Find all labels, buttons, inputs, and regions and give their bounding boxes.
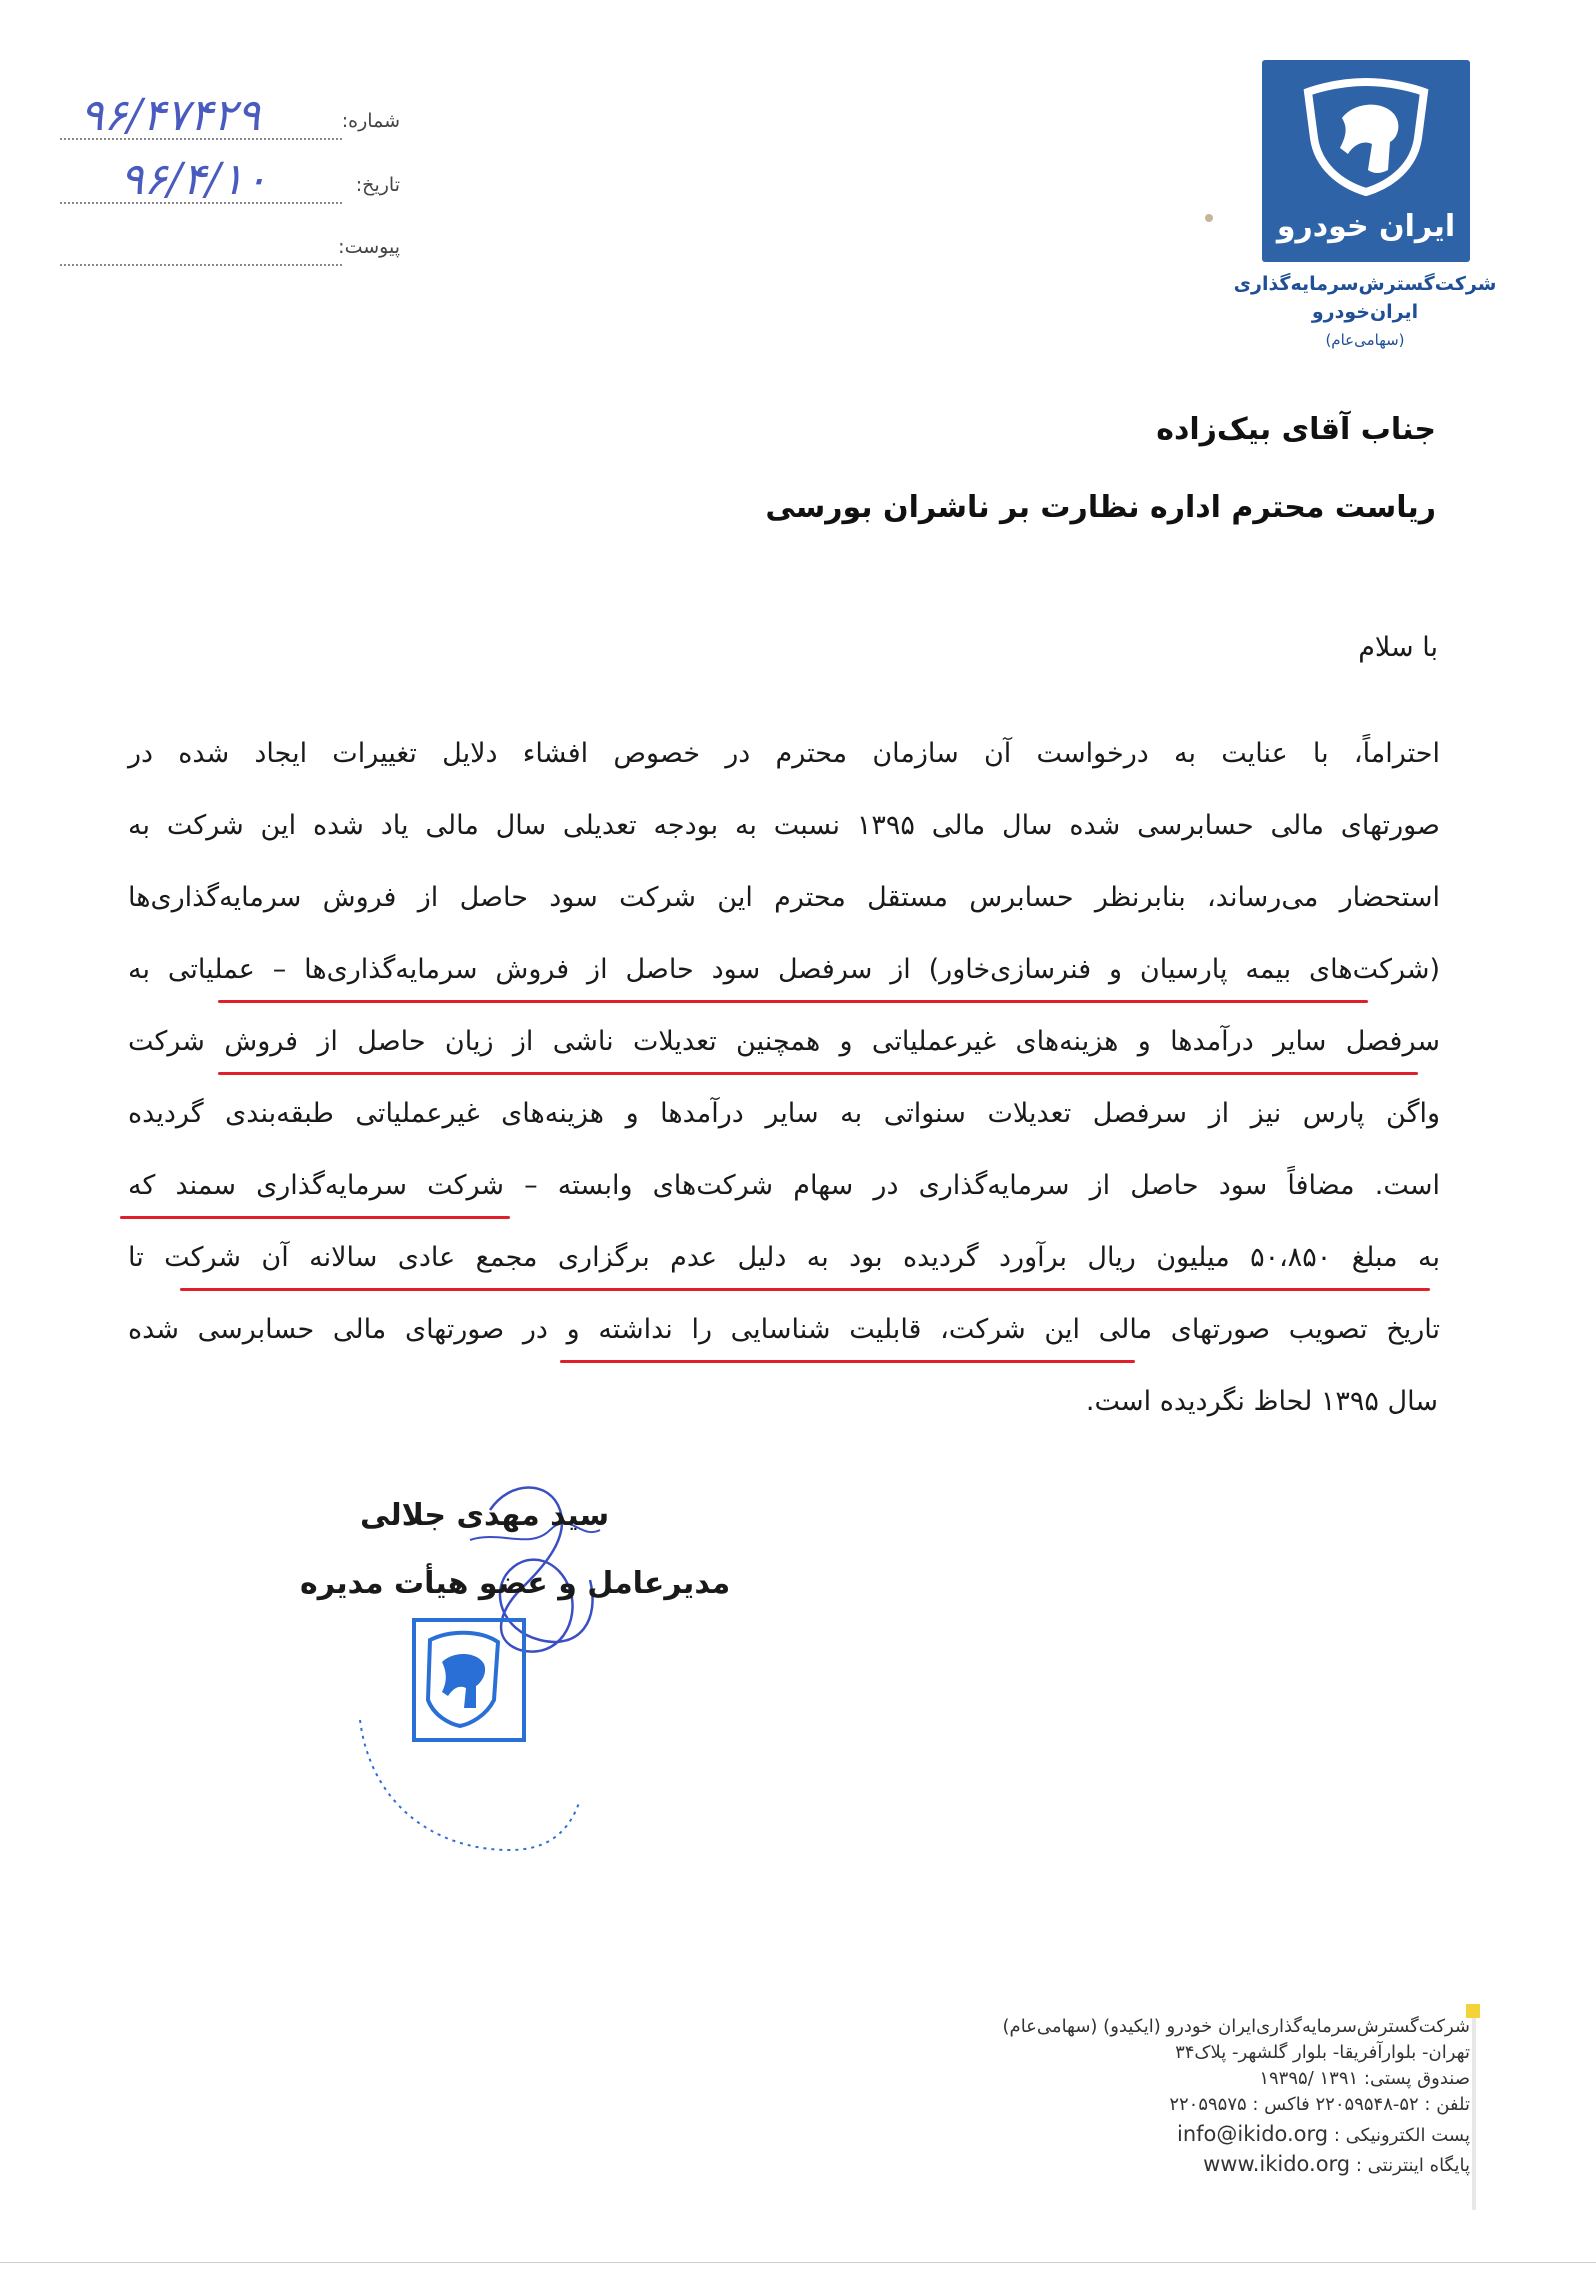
dotted-line <box>60 138 342 140</box>
letter-number-row <box>60 90 400 146</box>
footer-address: تهران- بلوارآفریقا- بلوار گلشهر- پلاک۳۴ <box>1175 2042 1470 2063</box>
horse-shield-icon <box>1302 78 1430 196</box>
footer-company: شرکت‌گسترش‌سرمایه‌گذاری‌ایران خودرو (ایکیدو) (سهامی‌عام) <box>1002 2016 1470 2037</box>
body-line: به مبلغ ۵۰،۸۵۰ میلیون ریال برآورد گردیده بود به دلیل عدم برگزاری مجمع عادی سالانه آن شرکت تا <box>128 1242 1441 1273</box>
body-line: تاریخ تصویب صورتهای مالی این شرکت، قابلیت شناسایی را نداشته و در صورتهای مالی حسابرسی شده <box>128 1314 1440 1345</box>
footer-web-label: پایگاه اینترنتی : <box>1355 2155 1470 2176</box>
footer-web-row <box>1203 2152 1470 2176</box>
footer-website[interactable]: www.ikido.org <box>1203 2152 1351 2176</box>
letter-attachment-row <box>60 222 400 272</box>
footer-email[interactable]: info@ikido.org <box>1176 2122 1329 2146</box>
footer-email-row <box>1177 2122 1470 2146</box>
body-line: است. مضافاً سود حاصل از سرمایه‌گذاری در سهام شرکت‌های وابسته – شرکت سرمایه‌گذاری سمند که <box>128 1170 1440 1201</box>
footer-phone: تلفن : ۵۲-۲۲۰۵۹۵۴۸ فاکس : ۲۲۰۵۹۵۷۵ <box>1169 2094 1470 2115</box>
letter-date-handwritten: ۹۶/۴/۱۰ <box>120 154 268 205</box>
letter-date-row <box>60 154 400 210</box>
bottom-rule <box>0 2262 1596 2263</box>
company-logo <box>1262 60 1470 262</box>
footer-side-bar <box>1472 2010 1476 2210</box>
letter-date-label: تاریخ: <box>355 174 400 196</box>
red-underline <box>120 1216 510 1219</box>
letter-number-handwritten: ۹۶/۴۷۴۲۹ <box>80 90 261 141</box>
logo-caption-line3: (سهامی‌عام) <box>1325 331 1405 349</box>
signatory-name: سید مهدی جلالی <box>360 1498 610 1533</box>
body-line: احتراماً، با عنایت به درخواست آن سازمان محترم در خصوص افشاء دلایل تغییرات ایجاد شده در <box>128 738 1440 769</box>
logo-caption <box>1230 270 1500 354</box>
body-line: سرفصل سایر درآمدها و هزینه‌های غیرعملیاتی و همچنین تعدیلات ناشی از زیان حاصل از فروش شرکت <box>128 1026 1440 1057</box>
dotted-line <box>60 202 342 204</box>
letter-attachment-label: پیوست: <box>338 236 400 258</box>
logo-caption-line1: شرکت‌گسترش‌سرمایه‌گذاری <box>1233 273 1497 295</box>
footer-po-box: صندوق پستی: ۱۳۹۱ /۱۹۳۹۵ <box>1259 2068 1470 2089</box>
red-underline <box>180 1288 1430 1291</box>
footer-email-label: پست الکترونیکی : <box>1333 2125 1470 2146</box>
body-line: استحضار می‌رساند، بنابرنظر حسابرس مستقل محترم این شرکت سود حاصل از فروش سرمایه‌گذاری‌ها <box>128 882 1440 913</box>
logo-wordmark: ایران خودرو <box>1276 209 1456 244</box>
addressee-name: جناب آقای بیک‌زاده <box>1156 412 1436 447</box>
dotted-line <box>60 264 342 266</box>
body-line: سال ۱۳۹۵ لحاظ نگردیده است. <box>1085 1386 1438 1417</box>
company-stamp <box>330 1600 590 1890</box>
red-underline <box>560 1360 1135 1363</box>
body-line: واگن پارس نیز از سرفصل تعدیلات سنواتی به سایر درآمدها و هزینه‌های غیرعملیاتی طبقه‌بندی گردیده <box>128 1098 1440 1129</box>
red-underline <box>218 1072 1418 1075</box>
body-line: (شرکت‌های بیمه پارسیان و فنرسازی‌خاور) از سرفصل سود حاصل از فروش سرمایه‌گذاری‌ها – عملیاتی به <box>128 954 1440 985</box>
letter-number-label: شماره: <box>341 110 400 132</box>
red-underline <box>218 1000 1368 1003</box>
greeting: با سلام <box>1358 632 1438 663</box>
body-line: صورتهای مالی حسابرسی شده سال مالی ۱۳۹۵ نسبت به بودجه تعدیلی سال مالی یاد شده این شرکت به <box>128 810 1440 841</box>
addressee-title: ریاست محترم اداره نظارت بر ناشران بورسی <box>765 490 1436 525</box>
signatory-title: مدیرعامل و عضو هیأت مدیره <box>300 1566 731 1601</box>
paper-speck <box>1205 214 1213 222</box>
logo-caption-line2: ایران‌خودرو <box>1311 301 1419 323</box>
